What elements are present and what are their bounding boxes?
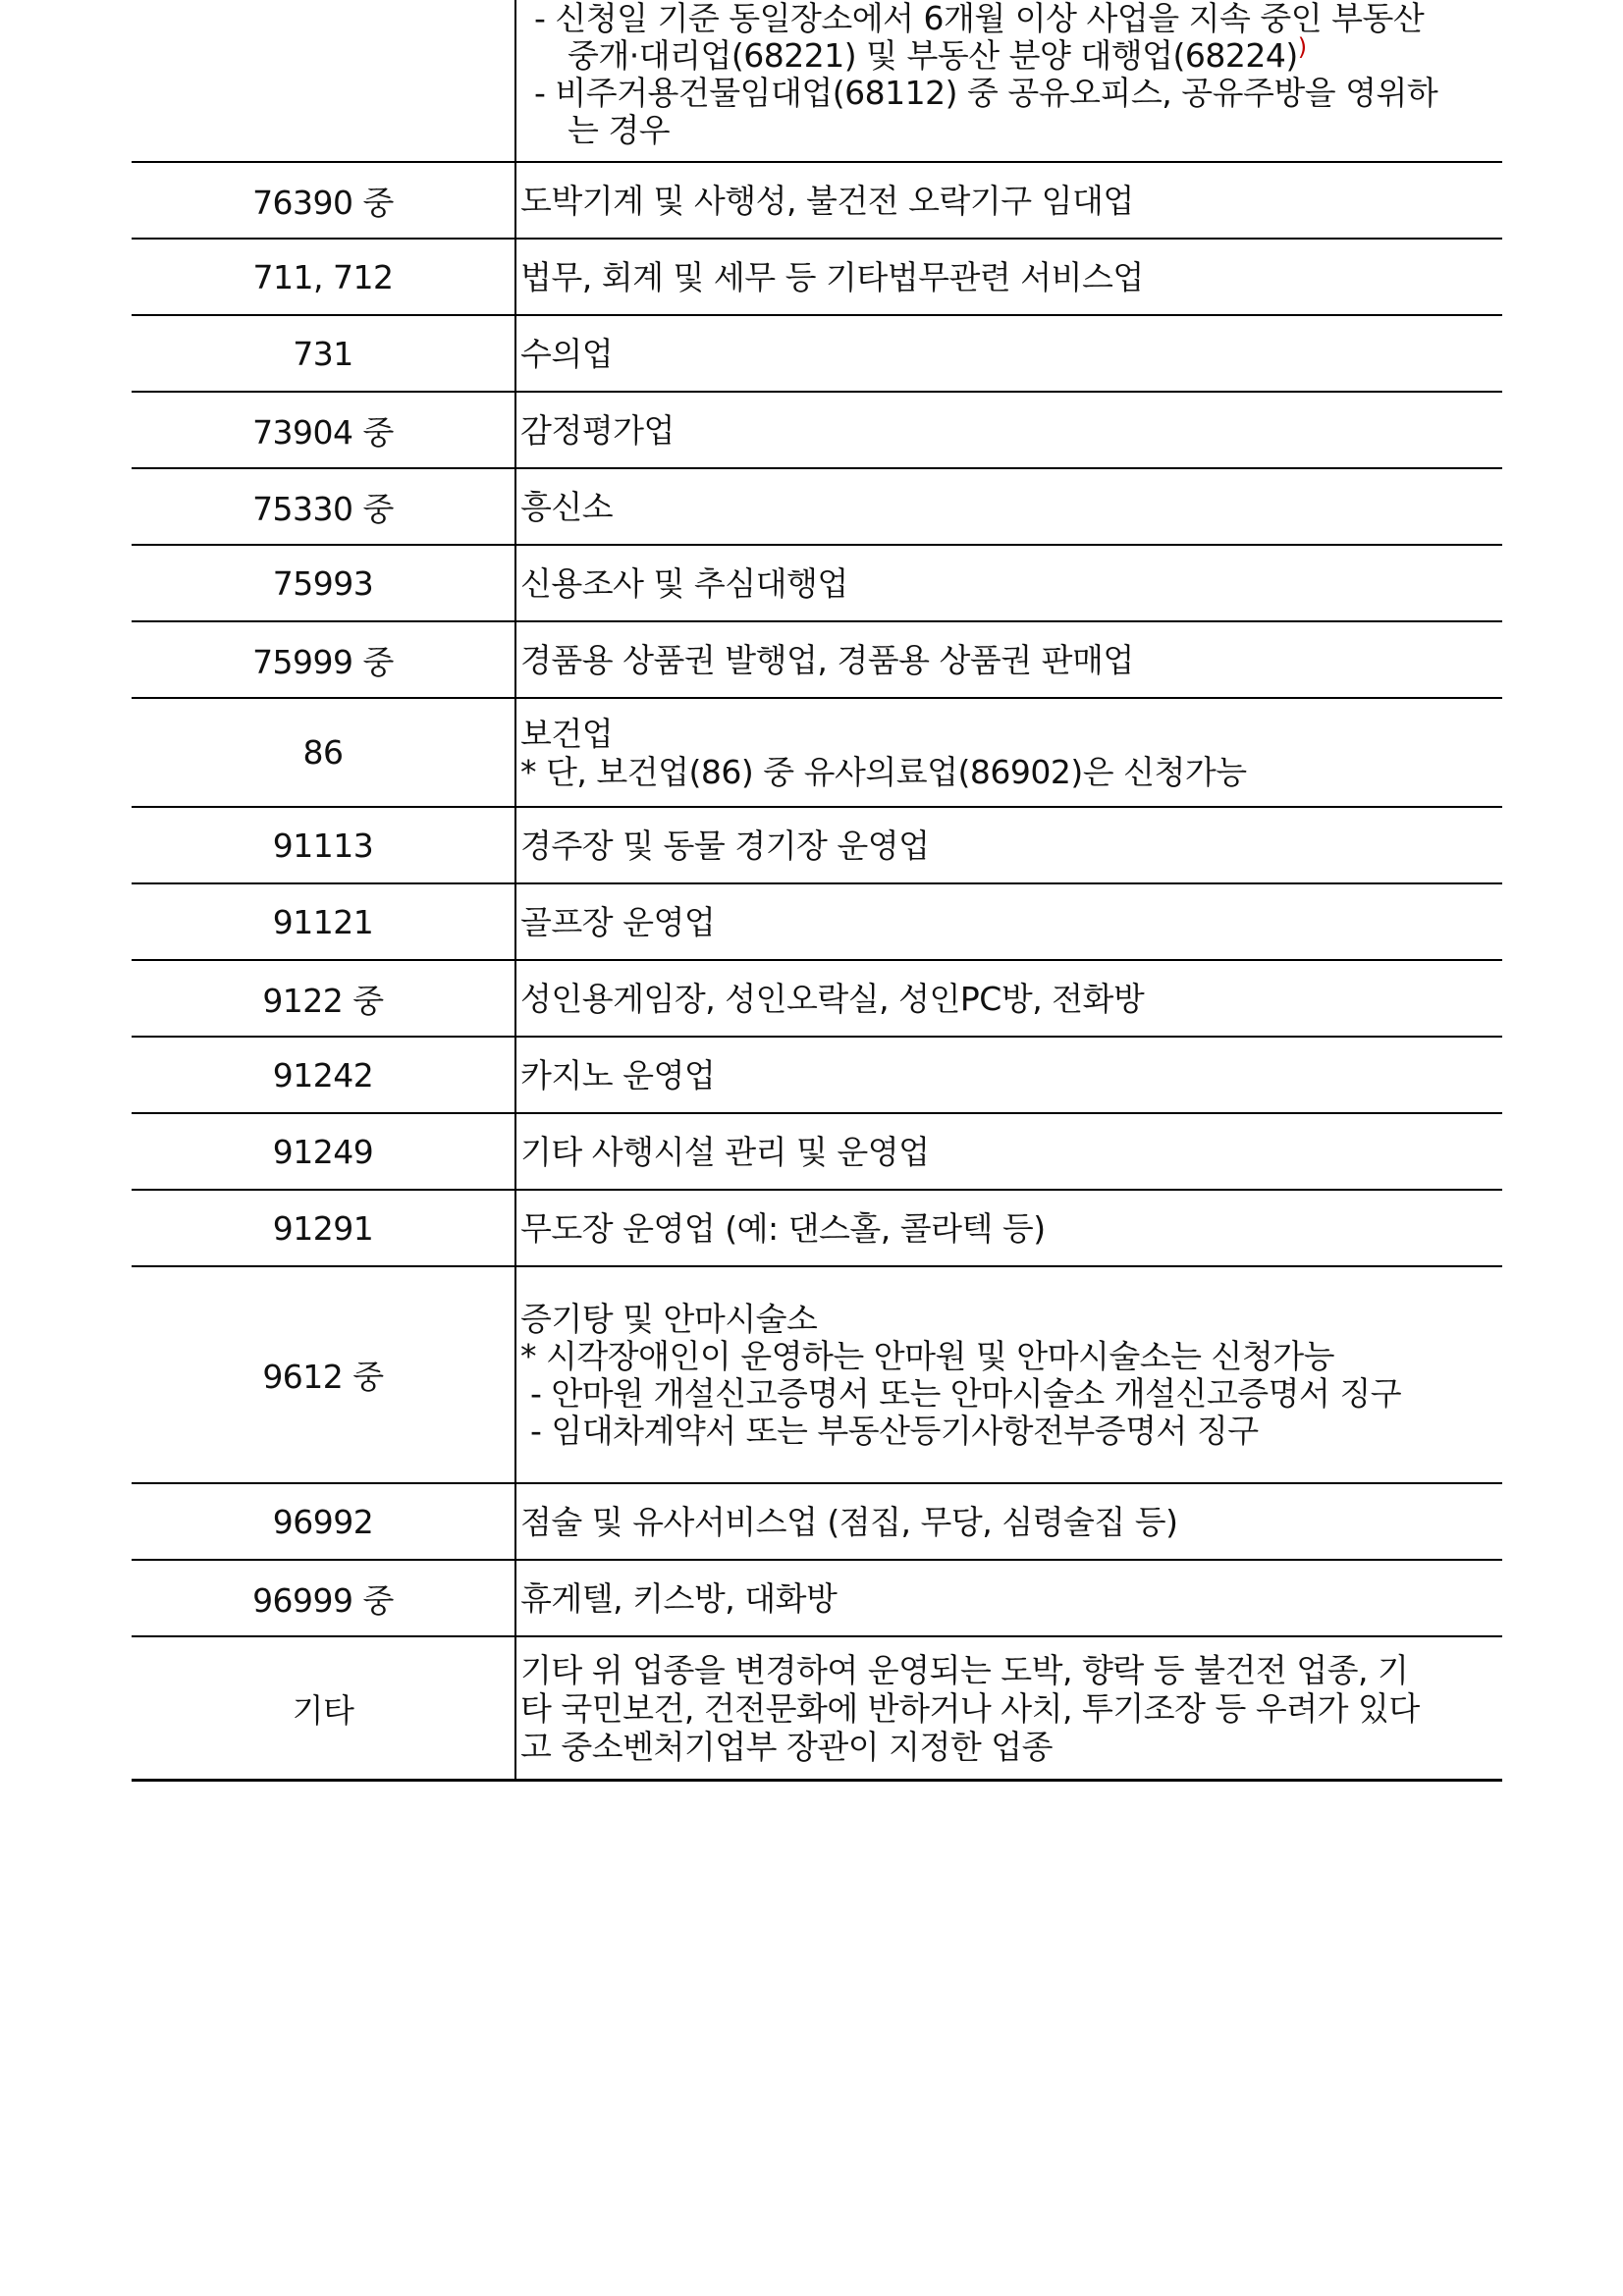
description-line: 보건업: [520, 714, 614, 753]
table-row: [132, 1637, 1502, 1782]
industry-code-cell: 711, 712: [132, 240, 516, 314]
description-line: 카지노 운영업: [520, 1055, 716, 1095]
description-line: 휴게텔, 키스방, 대화방: [520, 1578, 838, 1618]
table-row: [132, 1561, 1502, 1637]
description-line: 감정평가업: [520, 410, 675, 450]
description-line: 점술 및 유사서비스업 (점집, 무당, 심령술집 등): [520, 1502, 1178, 1541]
description-line: - 신청일 기준 동일장소에서 6개월 이상 사업을 지속 중인 부동산: [534, 0, 1425, 37]
table-row: [132, 622, 1502, 699]
industry-code-cell: 73904 중: [132, 393, 516, 467]
table-row: [132, 1267, 1502, 1484]
table-row: [132, 699, 1502, 808]
industry-description-cell: [516, 699, 1502, 806]
table-row: [132, 808, 1502, 884]
industry-code-cell: 기타: [132, 1637, 516, 1779]
description-line: * 시각장애인이 운영하는 안마원 및 안마시술소는 신청가능: [520, 1336, 1335, 1375]
description-line: 기타 위 업종을 변경하여 운영되는 도박, 향락 등 불건전 업종, 기: [520, 1650, 1409, 1689]
table-row: [132, 961, 1502, 1038]
description-line: 법무, 회계 및 세무 등 기타법무관련 서비스업: [520, 257, 1144, 296]
industry-code-cell: 91113: [132, 808, 516, 882]
industry-description-cell: [516, 961, 1502, 1036]
industry-description-cell: [516, 546, 1502, 620]
industry-code-cell: 731: [132, 316, 516, 391]
table-row: [132, 1191, 1502, 1267]
industry-code-cell: 76390 중: [132, 163, 516, 238]
industry-description-cell: [516, 1637, 1502, 1779]
industry-code-cell: 91242: [132, 1038, 516, 1112]
description-line: 는 경우: [568, 111, 671, 149]
description-line: 골프장 운영업: [520, 902, 716, 941]
industry-code-cell: 9612 중: [132, 1267, 516, 1482]
table-row: [132, 1114, 1502, 1191]
description-line: 경주장 및 동물 경기장 운영업: [520, 826, 930, 865]
description-line: 타 국민보건, 건전문화에 반하거나 사치, 투기조장 등 우려가 있다: [520, 1688, 1420, 1728]
industry-code-cell: 91249: [132, 1114, 516, 1189]
industry-description-cell: [516, 622, 1502, 697]
industry-description-cell: [516, 163, 1502, 238]
description-line: - 안마원 개설신고증명서 또는 안마시술소 개설신고증명서 징구: [520, 1373, 1402, 1413]
industry-description-cell: [516, 393, 1502, 467]
description-line: 흥신소: [520, 487, 614, 526]
industry-description-cell: [516, 1038, 1502, 1112]
industry-description-cell: [516, 1191, 1502, 1265]
description-line: 성인용게임장, 성인오락실, 성인PC방, 전화방: [520, 979, 1145, 1018]
description-line: 중개·대리업(68221) 및 부동산 분양 대행업(68224)): [568, 33, 1307, 75]
industry-code-cell: 75999 중: [132, 622, 516, 697]
industry-description-cell: [516, 1267, 1502, 1482]
description-line: - 비주거용건물임대업(68112) 중 공유오피스, 공유주방을 영위하: [534, 74, 1438, 112]
description-line: 고 중소벤처기업부 장관이 지정한 업종: [520, 1727, 1054, 1766]
industry-code-cell: [132, 0, 516, 161]
excluded-industries-table: [132, 0, 1502, 1782]
table-row: [132, 884, 1502, 961]
industry-code-cell: 75993: [132, 546, 516, 620]
industry-code-cell: 96999 중: [132, 1561, 516, 1635]
industry-description-cell: [516, 1114, 1502, 1189]
table-row: [132, 240, 1502, 316]
industry-code-cell: 86: [132, 699, 516, 806]
industry-description-cell: [516, 808, 1502, 882]
industry-code-cell: 91291: [132, 1191, 516, 1265]
table-row: [132, 316, 1502, 393]
industry-description-cell: [516, 240, 1502, 314]
description-line: 기타 사행시설 관리 및 운영업: [520, 1132, 930, 1171]
industry-description-cell: [516, 884, 1502, 959]
table-row: [132, 1038, 1502, 1114]
table-row: [132, 1484, 1502, 1561]
footnote-mark: ): [1297, 33, 1307, 61]
description-line: 수의업: [520, 334, 614, 373]
description-line: 무도장 운영업 (예: 댄스홀, 콜라텍 등): [520, 1208, 1046, 1248]
description-line: 증기탕 및 안마시술소: [520, 1299, 818, 1338]
description-line: 신용조사 및 추심대행업: [520, 563, 848, 603]
table-row-continued: [132, 0, 1502, 163]
description-line: 경품용 상품권 발행업, 경품용 상품권 판매업: [520, 640, 1134, 679]
industry-description-cell: [516, 1561, 1502, 1635]
industry-description-cell: [516, 316, 1502, 391]
table-row: [132, 393, 1502, 469]
industry-code-cell: 75330 중: [132, 469, 516, 544]
table-row: [132, 546, 1502, 622]
industry-description-cell: [516, 0, 1502, 161]
description-line: - 임대차계약서 또는 부동산등기사항전부증명서 징구: [520, 1411, 1259, 1450]
industry-code-cell: 91121: [132, 884, 516, 959]
description-line: 도박기계 및 사행성, 불건전 오락기구 임대업: [520, 181, 1134, 220]
industry-description-cell: [516, 1484, 1502, 1559]
industry-code-cell: 9122 중: [132, 961, 516, 1036]
industry-description-cell: [516, 469, 1502, 544]
description-line: * 단, 보건업(86) 중 유사의료업(86902)은 신청가능: [520, 752, 1247, 791]
table-row: [132, 469, 1502, 546]
table-row: [132, 163, 1502, 240]
industry-code-cell: 96992: [132, 1484, 516, 1559]
